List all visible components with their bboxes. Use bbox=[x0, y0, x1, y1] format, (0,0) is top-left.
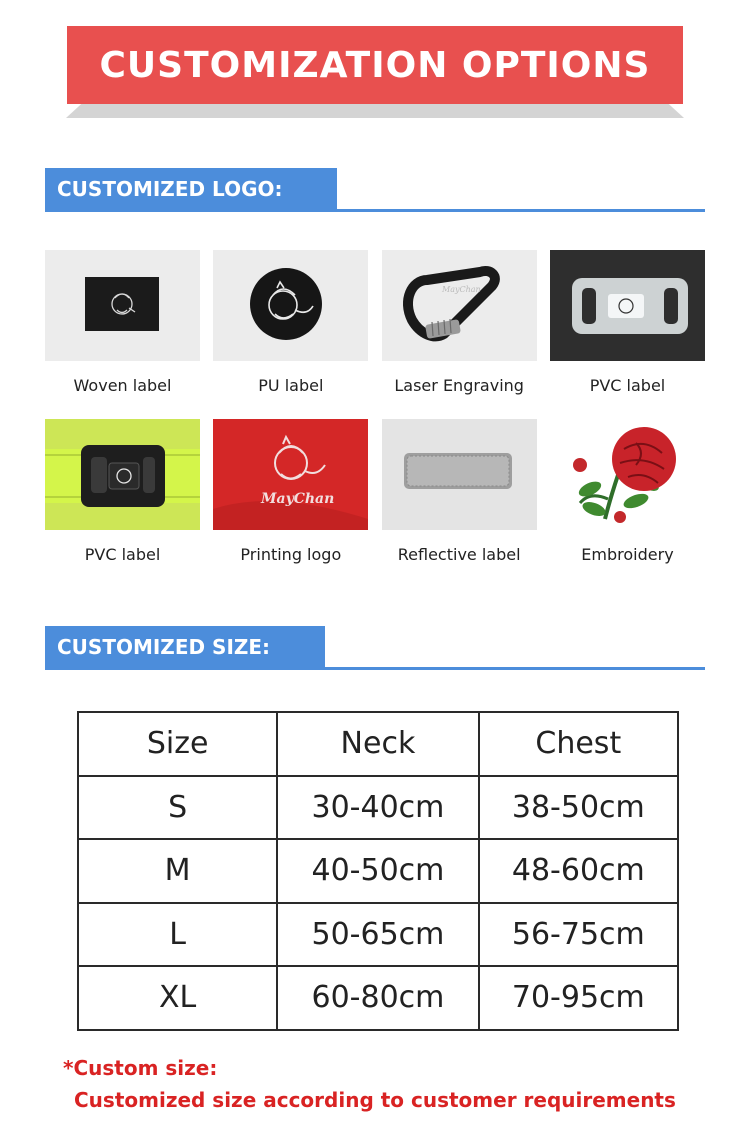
section-divider bbox=[45, 667, 705, 670]
pvc-green-buckle-image bbox=[45, 419, 200, 530]
chest-cell: 48-60cm bbox=[479, 839, 678, 903]
table-header-row bbox=[78, 712, 678, 776]
logo-option-pvc-2 bbox=[45, 419, 200, 564]
laser-engraving-caption: Laser Engraving bbox=[394, 376, 524, 395]
logo-options-row-2 bbox=[45, 419, 705, 564]
custom-size-note-text: Customized size according to customer requirements bbox=[74, 1088, 676, 1112]
neck-cell: 50-65cm bbox=[277, 903, 478, 967]
logo-option-pvc-1 bbox=[550, 250, 705, 395]
logo-option-reflective bbox=[382, 419, 537, 564]
logo-section-title: CUSTOMIZED LOGO: bbox=[57, 177, 283, 201]
chest-cell: 70-95cm bbox=[479, 966, 678, 1030]
title-banner bbox=[0, 0, 750, 130]
pvc-buckle-image bbox=[550, 250, 705, 361]
chest-cell: 56-75cm bbox=[479, 903, 678, 967]
printing-brand-text: MayChan bbox=[261, 491, 335, 507]
neck-cell: 30-40cm bbox=[277, 776, 478, 840]
reflective-label-caption: Reflective label bbox=[397, 545, 521, 564]
pu-label-caption: PU label bbox=[258, 376, 324, 395]
logo-option-laser bbox=[382, 250, 537, 395]
logo-option-pu bbox=[213, 250, 368, 395]
woven-label-caption: Woven label bbox=[73, 376, 172, 395]
neck-cell: 40-50cm bbox=[277, 839, 478, 903]
column-header-size: Size bbox=[78, 712, 277, 776]
section-divider bbox=[45, 209, 705, 212]
reflective-label-image bbox=[382, 419, 537, 530]
chest-cell: 38-50cm bbox=[479, 776, 678, 840]
printing-logo-caption: Printing logo bbox=[240, 545, 342, 564]
rose-embroidery-image bbox=[550, 419, 705, 530]
size-cell: M bbox=[78, 839, 277, 903]
carabiner-engraving-text: MayChan bbox=[441, 285, 481, 294]
table-row bbox=[78, 776, 678, 840]
custom-size-note bbox=[63, 1056, 676, 1112]
size-section-tab bbox=[45, 626, 325, 668]
table-row bbox=[78, 903, 678, 967]
printing-logo-image bbox=[213, 419, 368, 530]
size-cell: L bbox=[78, 903, 277, 967]
embroidery-caption: Embroidery bbox=[581, 545, 674, 564]
custom-size-note-title: *Custom size: bbox=[63, 1056, 218, 1080]
logo-section-header bbox=[45, 168, 705, 212]
neck-cell: 60-80cm bbox=[277, 966, 478, 1030]
table-row bbox=[78, 839, 678, 903]
page-title: CUSTOMIZATION OPTIONS bbox=[99, 44, 651, 86]
pvc-label-caption-2: PVC label bbox=[84, 545, 161, 564]
woven-label-image bbox=[45, 250, 200, 361]
banner-box bbox=[67, 26, 683, 104]
carabiner-image bbox=[382, 250, 537, 361]
logo-option-embroidery bbox=[550, 419, 705, 564]
pu-label-image bbox=[213, 250, 368, 361]
table-row bbox=[78, 966, 678, 1030]
pvc-label-caption-1: PVC label bbox=[589, 376, 666, 395]
size-cell: XL bbox=[78, 966, 277, 1030]
column-header-chest: Chest bbox=[479, 712, 678, 776]
logo-option-printing bbox=[213, 419, 368, 564]
size-section-title: CUSTOMIZED SIZE: bbox=[57, 635, 271, 659]
logo-section-tab bbox=[45, 168, 337, 210]
logo-option-woven bbox=[45, 250, 200, 395]
size-cell: S bbox=[78, 776, 277, 840]
size-table bbox=[77, 711, 679, 1031]
column-header-neck: Neck bbox=[277, 712, 478, 776]
logo-options-row-1 bbox=[45, 250, 705, 395]
size-section-header bbox=[45, 626, 705, 670]
